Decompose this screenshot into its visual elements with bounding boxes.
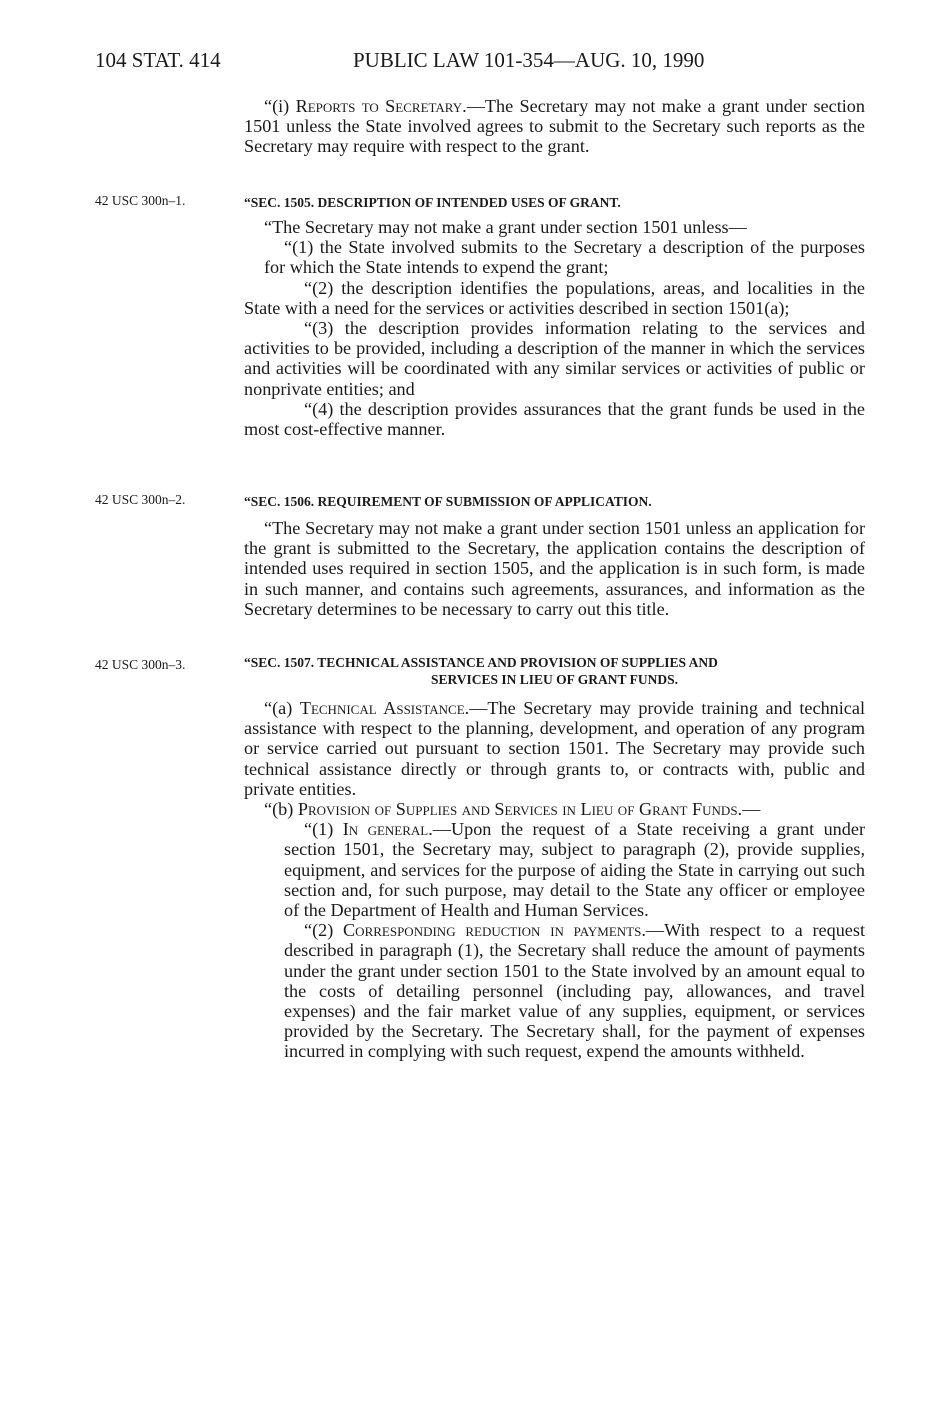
section-1507-heading-line1: “SEC. 1507. TECHNICAL ASSISTANCE AND PROVISION OF SUPPLIES AND (244, 655, 718, 670)
section-1507-b1-heading: In general. (342, 819, 433, 840)
paragraph-i-text: “(i) Reports to Secretary.—The Secretary may not make a grant under section 1501 unless the State involved agrees to submit to the Secretary such reports as the Secretary may require with respect to the grant. (244, 96, 865, 157)
section-1506-heading: “SEC. 1506. REQUIREMENT OF SUBMISSION OF APPLICATION. (244, 494, 652, 509)
section-1505-heading: “SEC. 1505. DESCRIPTION OF INTENDED USES OF GRANT. (244, 195, 621, 210)
section-1507-a: “(a) Technical Assistance.—The Secretary may provide training and technical assistance with respect to the planning, development, and operation of any program or service carried out pursuant to section 1501. The Secretary may provide such technical assistance directly or through grants to, or contracts with, public and private entities. (244, 698, 866, 799)
stat-page-number: 104 STAT. 414 (95, 48, 221, 72)
section-1505-intro: “The Secretary may not make a grant under section 1501 unless— (264, 217, 747, 237)
section-1507-b2: “(2) Corresponding reduction in payments.—With respect to a request described in paragraph (1), the Secretary shall reduce the amount of payments under the grant under section 1501 to the State involved by an amount equal to the costs of detailing personnel (including pay, allowances, and travel expenses) and the fair market value of any supplies, equipment, or services provided by the Secretary. The Secretary shall, for the payment of expenses incurred in complying with such request, expend the amounts withheld. (284, 920, 865, 1062)
section-1505-body (244, 217, 865, 439)
margin-note-1506: 42 USC 300n–2. (95, 492, 186, 507)
section-1506-text: “The Secretary may not make a grant under section 1501 unless an application for the grant is submitted to the Secretary, the application contains the description of intended uses required in section 1505, and the application is in such form, is made in such manner, and contains such agreements, assurances, and information as the Secretary determines to be necessary to carry out this title. (244, 518, 865, 619)
section-1505-item-3: “(3) the description provides information relating to the services and activities to be provided, including a description of the manner in which the services and activities will be coordinated with any similar services or activities of public or nonprivate entities; and (244, 318, 865, 399)
paragraph-i-heading: Reports to Secretary. (295, 96, 467, 116)
section-1505-item-1: “(1) the State involved submits to the Secretary a description of the purposes for which the State intends to expend the grant; (264, 237, 865, 278)
margin-note-1505: 42 USC 300n–1. (95, 193, 186, 208)
section-1505-item-2: “(2) the description identifies the populations, areas, and localities in the State with a need for the services or activities described in section 1501(a); (244, 277, 865, 318)
section-1507-b: “(b) Provision of Supplies and Services in Lieu of Grant Funds.— (264, 799, 761, 820)
paragraph-i (244, 96, 865, 157)
margin-note-1507: 42 USC 300n–3. (95, 657, 186, 672)
page-header (95, 48, 869, 74)
section-1507-b-heading: Provision of Supplies and Services in Lieu of Grant Funds. (297, 799, 743, 820)
section-1507-a-heading: Technical Assistance. (299, 698, 470, 718)
section-1507-b1: “(1) In general.—Upon the request of a State receiving a grant under section 1501, the Secretary may, subject to paragraph (2), provide supplies, equipment, and services for the purpose of aiding the State in carrying out such section and, for such purpose, may detail to the State any officer or employee of the Department of Health and Human Services. (284, 819, 865, 921)
section-1507-heading (244, 654, 865, 688)
law-title: PUBLIC LAW 101-354—AUG. 10, 1990 (353, 48, 705, 72)
section-1507-heading-line2: SERVICES IN LIEU OF GRANT FUNDS. (430, 672, 679, 687)
section-1506-body (244, 518, 865, 619)
section-1507-b2-heading: Corresponding reduction in payments. (343, 920, 646, 941)
section-1507-body (244, 698, 865, 1062)
section-1505-item-4: “(4) the description provides assurances that the grant funds be used in the most cost-effective manner. (244, 398, 865, 440)
